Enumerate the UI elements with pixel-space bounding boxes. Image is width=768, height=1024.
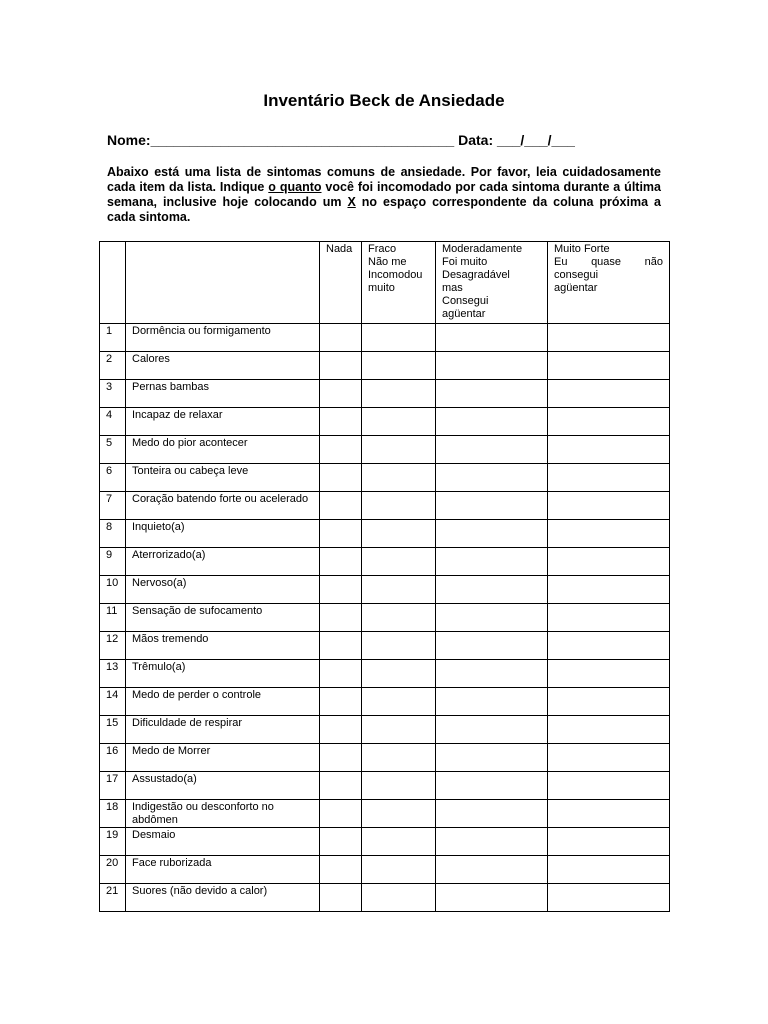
answer-cell-fraco[interactable] (362, 688, 436, 716)
answer-cell-forte[interactable] (548, 800, 670, 828)
answer-cell-nada[interactable] (320, 576, 362, 604)
symptom-number: 11 (100, 604, 126, 632)
symptom-number: 20 (100, 856, 126, 884)
answer-cell-forte[interactable] (548, 604, 670, 632)
instructions-emphasis-2: X (347, 195, 356, 209)
symptom-label: Pernas bambas (126, 380, 320, 408)
answer-cell-forte[interactable] (548, 408, 670, 436)
header-forte-line: Eu quase não (554, 256, 663, 268)
table-row (100, 828, 670, 856)
answer-cell-fraco[interactable] (362, 772, 436, 800)
symptom-label: Medo de perder o controle (126, 688, 320, 716)
symptom-number: 1 (100, 324, 126, 352)
answer-cell-fraco[interactable] (362, 716, 436, 744)
answer-cell-moderado[interactable] (436, 660, 548, 688)
symptom-number: 9 (100, 548, 126, 576)
symptom-label: Aterrorizado(a) (126, 548, 320, 576)
answer-cell-forte[interactable] (548, 744, 670, 772)
header-fraco-line: Incomodou (368, 269, 423, 281)
answer-cell-moderado[interactable] (436, 688, 548, 716)
symptom-number: 8 (100, 520, 126, 548)
answer-cell-nada[interactable] (320, 324, 362, 352)
answer-cell-moderado[interactable] (436, 324, 548, 352)
answer-cell-fraco[interactable] (362, 660, 436, 688)
answer-cell-forte[interactable] (548, 520, 670, 548)
answer-cell-forte[interactable] (548, 856, 670, 884)
symptom-table (99, 241, 670, 912)
symptom-number: 6 (100, 464, 126, 492)
table-row (100, 548, 670, 576)
table-row (100, 800, 670, 828)
answer-cell-fraco[interactable] (362, 856, 436, 884)
answer-cell-forte[interactable] (548, 828, 670, 856)
answer-cell-fraco[interactable] (362, 800, 436, 828)
instructions (107, 165, 661, 225)
symptom-number: 2 (100, 352, 126, 380)
symptom-number: 4 (100, 408, 126, 436)
answer-cell-moderado[interactable] (436, 772, 548, 800)
answer-cell-fraco[interactable] (362, 324, 436, 352)
answer-cell-moderado[interactable] (436, 520, 548, 548)
header-symptom (126, 242, 320, 324)
date-field[interactable]: ___/___/___ (497, 132, 575, 148)
answer-cell-nada[interactable] (320, 352, 362, 380)
header-fraco (362, 242, 436, 324)
table-row (100, 352, 670, 380)
header-forte-line: consegui (554, 269, 599, 281)
answer-cell-fraco[interactable] (362, 576, 436, 604)
answer-cell-moderado[interactable] (436, 828, 548, 856)
answer-cell-nada[interactable] (320, 408, 362, 436)
answer-cell-moderado[interactable] (436, 604, 548, 632)
answer-cell-nada[interactable] (320, 828, 362, 856)
answer-cell-forte[interactable] (548, 576, 670, 604)
symptom-label: Indigestão ou desconforto no abdômen (126, 800, 320, 828)
symptom-number: 21 (100, 884, 126, 912)
answer-cell-fraco[interactable] (362, 744, 436, 772)
header-row (100, 242, 670, 324)
answer-cell-forte[interactable] (548, 772, 670, 800)
answer-cell-nada[interactable] (320, 688, 362, 716)
table-row (100, 380, 670, 408)
symptom-number: 3 (100, 380, 126, 408)
answer-cell-nada[interactable] (320, 604, 362, 632)
symptom-label: Coração batendo forte ou acelerado (126, 492, 320, 520)
answer-cell-fraco[interactable] (362, 464, 436, 492)
answer-cell-moderado[interactable] (436, 436, 548, 464)
answer-cell-moderado[interactable] (436, 744, 548, 772)
answer-cell-forte[interactable] (548, 688, 670, 716)
answer-cell-nada[interactable] (320, 800, 362, 828)
instructions-text-3: no espaço correspondente da coluna próxima a cada sintoma. (107, 195, 661, 224)
answer-cell-moderado[interactable] (436, 352, 548, 380)
answer-cell-nada[interactable] (320, 492, 362, 520)
symptom-label: Inquieto(a) (126, 520, 320, 548)
answer-cell-moderado[interactable] (436, 884, 548, 912)
answer-cell-fraco[interactable] (362, 632, 436, 660)
symptom-label: Dificuldade de respirar (126, 716, 320, 744)
answer-cell-fraco[interactable] (362, 604, 436, 632)
answer-cell-nada[interactable] (320, 884, 362, 912)
table-row (100, 856, 670, 884)
answer-cell-nada[interactable] (320, 856, 362, 884)
answer-cell-fraco[interactable] (362, 548, 436, 576)
answer-cell-nada[interactable] (320, 744, 362, 772)
table-row (100, 436, 670, 464)
header-nada (320, 242, 362, 324)
table-row (100, 492, 670, 520)
symptom-number: 7 (100, 492, 126, 520)
header-fraco-line: muito (368, 282, 395, 294)
header-forte (548, 242, 670, 324)
answer-cell-nada[interactable] (320, 380, 362, 408)
header-moderado-line: agüentar (442, 308, 486, 320)
header-forte-line: Muito Forte (554, 243, 610, 255)
answer-cell-nada[interactable] (320, 520, 362, 548)
name-label: Nome: (107, 132, 151, 148)
page-title: Inventário Beck de Ansiedade (263, 91, 505, 110)
symptom-label: Desmaio (126, 828, 320, 856)
table-row (100, 324, 670, 352)
symptom-number: 15 (100, 716, 126, 744)
symptom-number: 5 (100, 436, 126, 464)
answer-cell-forte[interactable] (548, 884, 670, 912)
symptom-number: 19 (100, 828, 126, 856)
header-moderado-line: Desagradável (442, 269, 510, 281)
symptom-label: Trêmulo(a) (126, 660, 320, 688)
date-label: Data: (458, 132, 494, 148)
answer-cell-forte[interactable] (548, 492, 670, 520)
symptom-label: Incapaz de relaxar (126, 408, 320, 436)
answer-cell-nada[interactable] (320, 548, 362, 576)
header-moderado-line: Moderadamente (442, 243, 523, 255)
table-row (100, 520, 670, 548)
answer-cell-fraco[interactable] (362, 436, 436, 464)
symptom-label: Suores (não devido a calor) (126, 884, 320, 912)
table-row (100, 408, 670, 436)
table-row (100, 716, 670, 744)
header-nada-label: Nada (326, 243, 353, 255)
answer-cell-moderado[interactable] (436, 464, 548, 492)
header-moderado-line: mas (442, 282, 463, 294)
answer-cell-moderado[interactable] (436, 548, 548, 576)
answer-cell-forte[interactable] (548, 380, 670, 408)
answer-cell-fraco[interactable] (362, 520, 436, 548)
answer-cell-nada[interactable] (320, 660, 362, 688)
symptom-label: Calores (126, 352, 320, 380)
answer-cell-moderado[interactable] (436, 576, 548, 604)
answer-cell-moderado[interactable] (436, 492, 548, 520)
header-fraco-line: Não me (368, 256, 407, 268)
answer-cell-moderado[interactable] (436, 800, 548, 828)
answer-cell-fraco[interactable] (362, 884, 436, 912)
header-moderado (436, 242, 548, 324)
symptom-number: 17 (100, 772, 126, 800)
symptom-label: Medo de Morrer (126, 744, 320, 772)
symptom-label: Mãos tremendo (126, 632, 320, 660)
symptom-number: 14 (100, 688, 126, 716)
symptom-label: Tonteira ou cabeça leve (126, 464, 320, 492)
table-row (100, 688, 670, 716)
table-row (100, 660, 670, 688)
header-number (100, 242, 126, 324)
table-row (100, 464, 670, 492)
answer-cell-moderado[interactable] (436, 408, 548, 436)
answer-cell-fraco[interactable] (362, 352, 436, 380)
symptom-label: Medo do pior acontecer (126, 436, 320, 464)
table-row (100, 884, 670, 912)
answer-cell-forte[interactable] (548, 324, 670, 352)
symptom-label: Face ruborizada (126, 856, 320, 884)
symptom-number: 12 (100, 632, 126, 660)
answer-cell-nada[interactable] (320, 436, 362, 464)
header-moderado-line: Foi muito (442, 256, 488, 268)
answer-cell-forte[interactable] (548, 464, 670, 492)
answer-cell-nada[interactable] (320, 716, 362, 744)
answer-cell-moderado[interactable] (436, 632, 548, 660)
answer-cell-forte[interactable] (548, 548, 670, 576)
answer-cell-nada[interactable] (320, 464, 362, 492)
answer-cell-moderado[interactable] (436, 856, 548, 884)
answer-cell-fraco[interactable] (362, 828, 436, 856)
answer-cell-forte[interactable] (548, 716, 670, 744)
symptom-number: 13 (100, 660, 126, 688)
answer-cell-moderado[interactable] (436, 716, 548, 744)
table-row (100, 604, 670, 632)
header-moderado-line: Consegui (442, 295, 489, 307)
answer-cell-nada[interactable] (320, 632, 362, 660)
instructions-text-2: você foi incomodado por cada sintoma durante a última semana, inclusive hoje colocando um (107, 180, 661, 209)
table-row (100, 632, 670, 660)
answer-cell-nada[interactable] (320, 772, 362, 800)
table-row (100, 576, 670, 604)
answer-cell-fraco[interactable] (362, 492, 436, 520)
symptom-label: Dormência ou formigamento (126, 324, 320, 352)
answer-cell-moderado[interactable] (436, 380, 548, 408)
symptom-label: Nervoso(a) (126, 576, 320, 604)
instructions-text-1: Abaixo está uma lista de sintomas comuns de ansiedade. Por favor, leia cuidadosamente cada item da lista. Indique (107, 165, 661, 194)
instructions-emphasis-1: o quanto (268, 180, 322, 194)
answer-cell-forte[interactable] (548, 352, 670, 380)
symptom-label: Assustado(a) (126, 772, 320, 800)
answer-cell-forte[interactable] (548, 436, 670, 464)
symptom-number: 16 (100, 744, 126, 772)
name-date-line (107, 132, 667, 148)
symptom-number: 10 (100, 576, 126, 604)
answer-cell-fraco[interactable] (362, 380, 436, 408)
table-row (100, 772, 670, 800)
answer-cell-forte[interactable] (548, 660, 670, 688)
header-forte-line: agüentar (554, 282, 598, 294)
header-fraco-line: Fraco (368, 243, 397, 255)
answer-cell-forte[interactable] (548, 632, 670, 660)
answer-cell-fraco[interactable] (362, 408, 436, 436)
symptom-number: 18 (100, 800, 126, 828)
table-row (100, 744, 670, 772)
symptom-label: Sensação de sufocamento (126, 604, 320, 632)
name-field[interactable]: _______________________________________ (150, 132, 455, 148)
